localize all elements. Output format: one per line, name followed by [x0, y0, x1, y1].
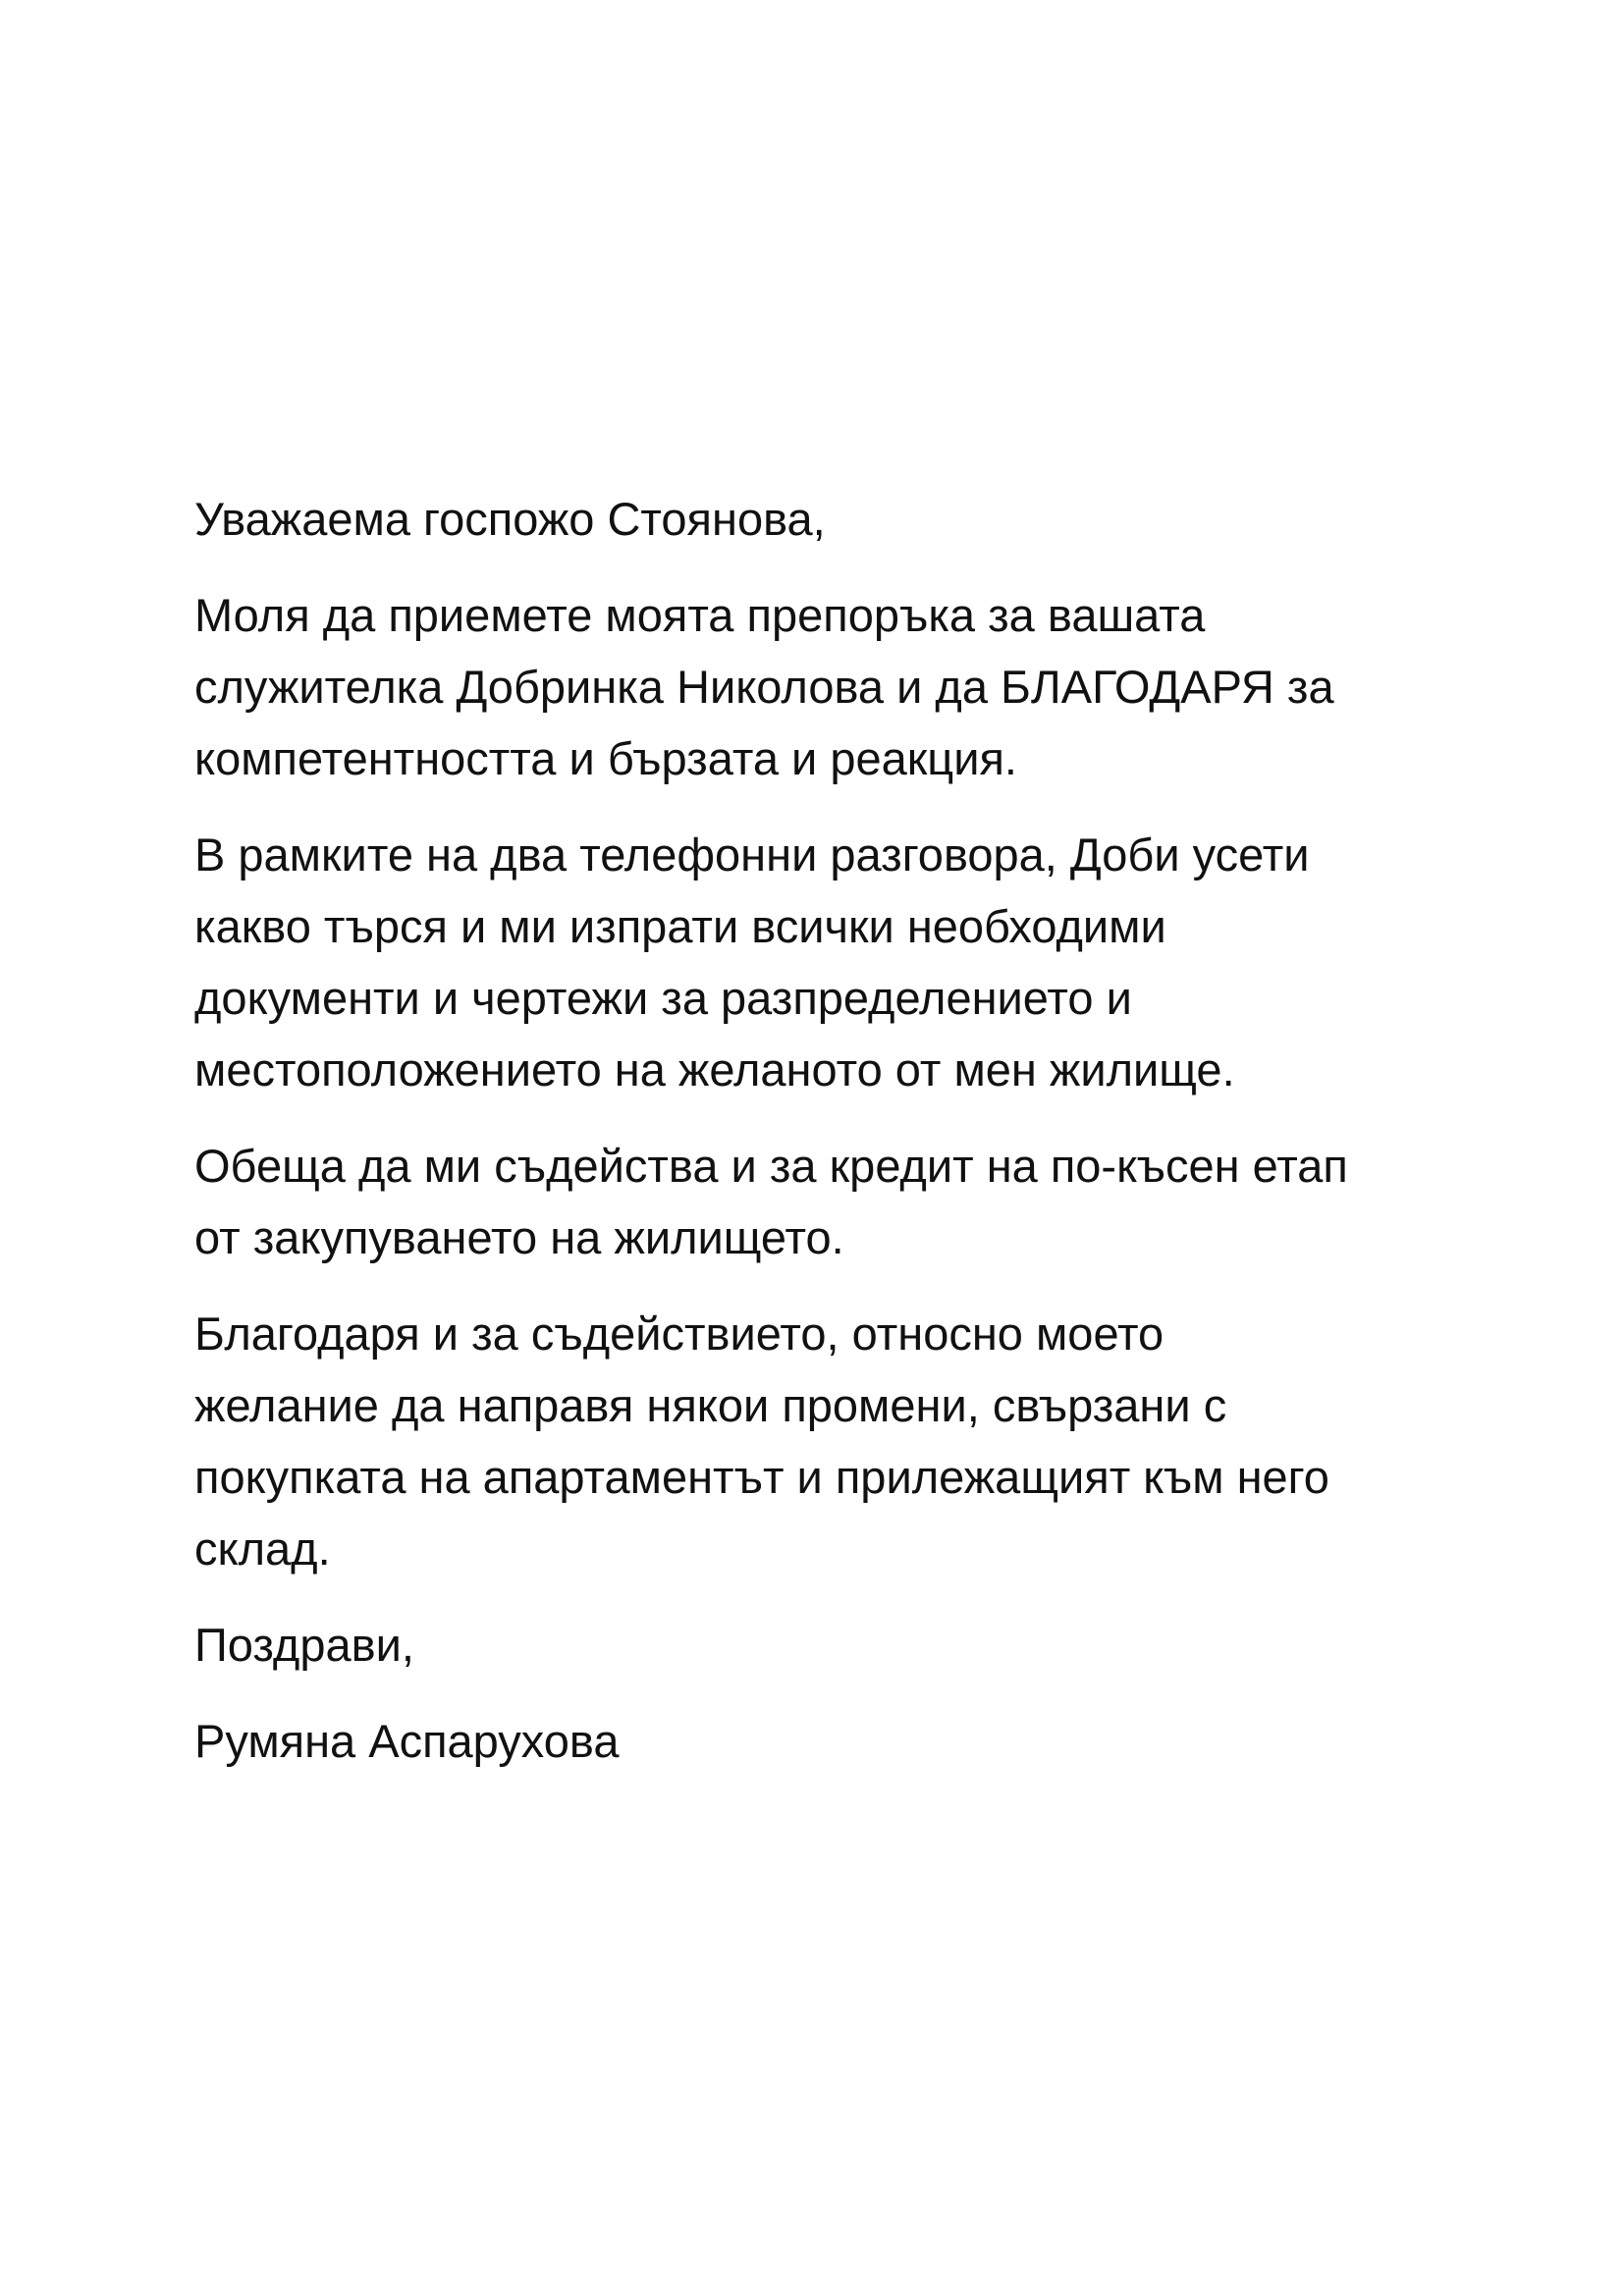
letter-paragraph: Моля да приемете моята препоръка за вашата служителка Добринка Николова и да БЛАГОДАРЯ за компетентността и бързата и реакция.: [194, 589, 1334, 784]
letter-body: [194, 483, 1461, 1801]
letter-paragraph: В рамките на два телефонни разговора, Доби усети какво търся и ми изпрати всички необходими документи и чертежи за разпределението и местоположението на желаното от мен жилище.: [194, 828, 1310, 1095]
letter-signature: Румяна Аспарухова: [194, 1715, 620, 1767]
letter-closing: Поздрави,: [194, 1619, 414, 1671]
letter-paragraph: Благодаря и за съдействието, относно моето желание да направя някои промени, свързани с покупката на апартаментът и прилежащият към него склад.: [194, 1308, 1329, 1575]
letter-salutation: Уважаема госпожо Стоянова,: [194, 493, 826, 545]
letter-paragraph: Обеща да ми съдейства и за кредит на по-късен етап от закупуването на жилището.: [194, 1140, 1348, 1263]
